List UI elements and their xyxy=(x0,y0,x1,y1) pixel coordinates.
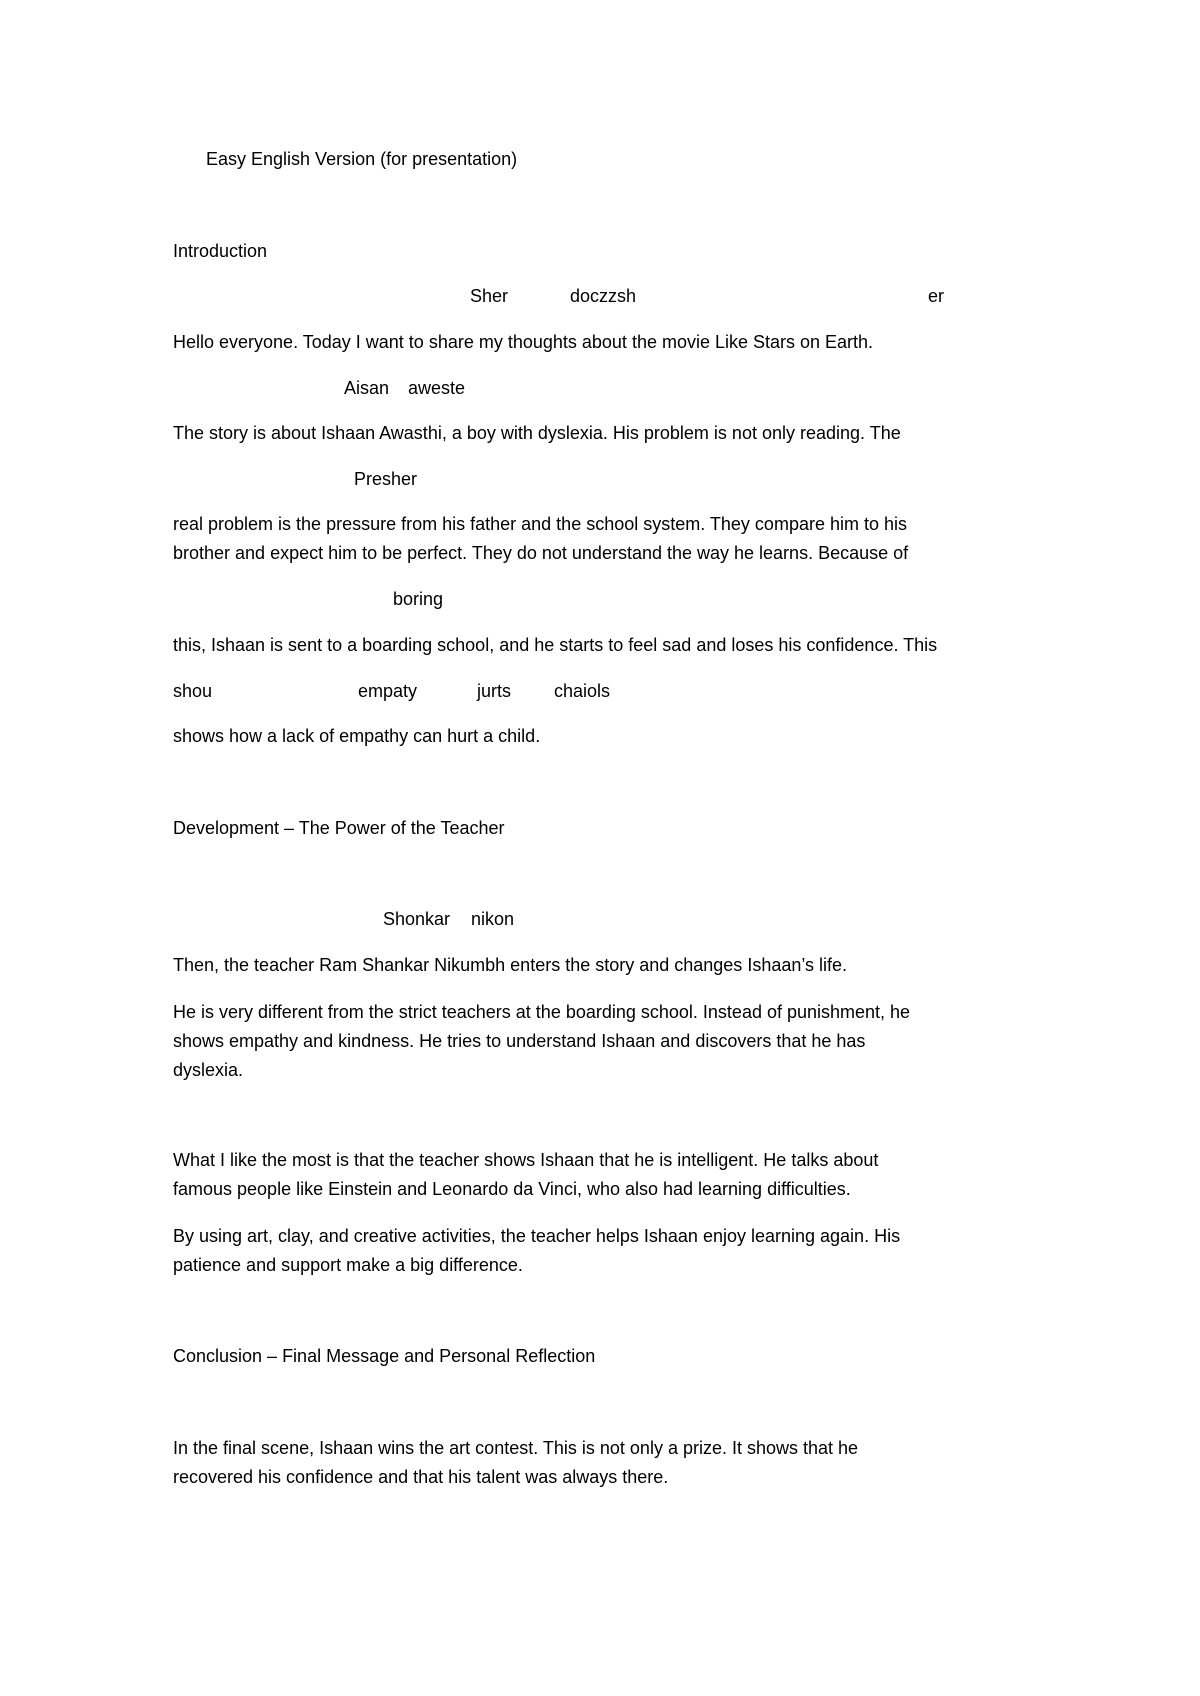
handwritten-note: chaiols xyxy=(554,681,611,701)
paragraph-line: Hello everyone. Today I want to share my thoughts about the movie Like Stars on Earth. xyxy=(173,332,874,352)
paragraph-line: shows how a lack of empathy can hurt a child. xyxy=(173,726,541,746)
paragraph-line: brother and expect him to be perfect. They do not understand the way he learns. Because of xyxy=(173,543,909,563)
paragraph-line: dyslexia. xyxy=(173,1060,244,1080)
paragraph-line: The story is about Ishaan Awasthi, a boy with dyslexia. His problem is not only reading. The xyxy=(173,423,901,443)
section-heading-introduction: Introduction xyxy=(173,241,268,261)
handwritten-note: jurts xyxy=(477,681,512,701)
handwritten-note: boring xyxy=(393,589,444,609)
handwritten-note: Presher xyxy=(354,469,418,489)
paragraph-line: By using art, clay, and creative activities, the teacher helps Ishaan enjoy learning again. His xyxy=(173,1226,901,1246)
paragraph-line: He is very different from the strict teachers at the boarding school. Instead of punishment, he xyxy=(173,1002,911,1022)
section-heading-development: Development – The Power of the Teacher xyxy=(173,818,505,838)
document-title: Easy English Version (for presentation) xyxy=(206,149,518,169)
handwritten-note: Sher xyxy=(470,286,509,306)
handwritten-note: empaty xyxy=(358,681,418,701)
paragraph-line: What I like the most is that the teacher shows Ishaan that he is intelligent. He talks about xyxy=(173,1150,879,1170)
paragraph-line: real problem is the pressure from his father and the school system. They compare him to his xyxy=(173,514,907,534)
paragraph-line: famous people like Einstein and Leonardo da Vinci, who also had learning difficulties. xyxy=(173,1179,851,1199)
paragraph-line: In the final scene, Ishaan wins the art contest. This is not only a prize. It shows that he xyxy=(173,1438,859,1458)
paragraph-line: patience and support make a big difference. xyxy=(173,1255,523,1275)
handwritten-note: er xyxy=(928,286,945,306)
handwritten-note: nikon xyxy=(471,909,515,929)
handwritten-note: aweste xyxy=(408,378,466,398)
handwritten-note: Aisan xyxy=(344,378,390,398)
paragraph-line: recovered his confidence and that his talent was always there. xyxy=(173,1467,669,1487)
paragraph-line: shows empathy and kindness. He tries to understand Ishaan and discovers that he has xyxy=(173,1031,866,1051)
handwritten-note: shou xyxy=(173,681,213,701)
paragraph-line: this, Ishaan is sent to a boarding school, and he starts to feel sad and loses his confidence. This xyxy=(173,635,938,655)
handwritten-note: doczzsh xyxy=(570,286,637,306)
paragraph-line: Then, the teacher Ram Shankar Nikumbh enters the story and changes Ishaan’s life. xyxy=(173,955,848,975)
handwritten-note: Shonkar xyxy=(383,909,451,929)
section-heading-conclusion: Conclusion – Final Message and Personal Reflection xyxy=(173,1346,596,1366)
